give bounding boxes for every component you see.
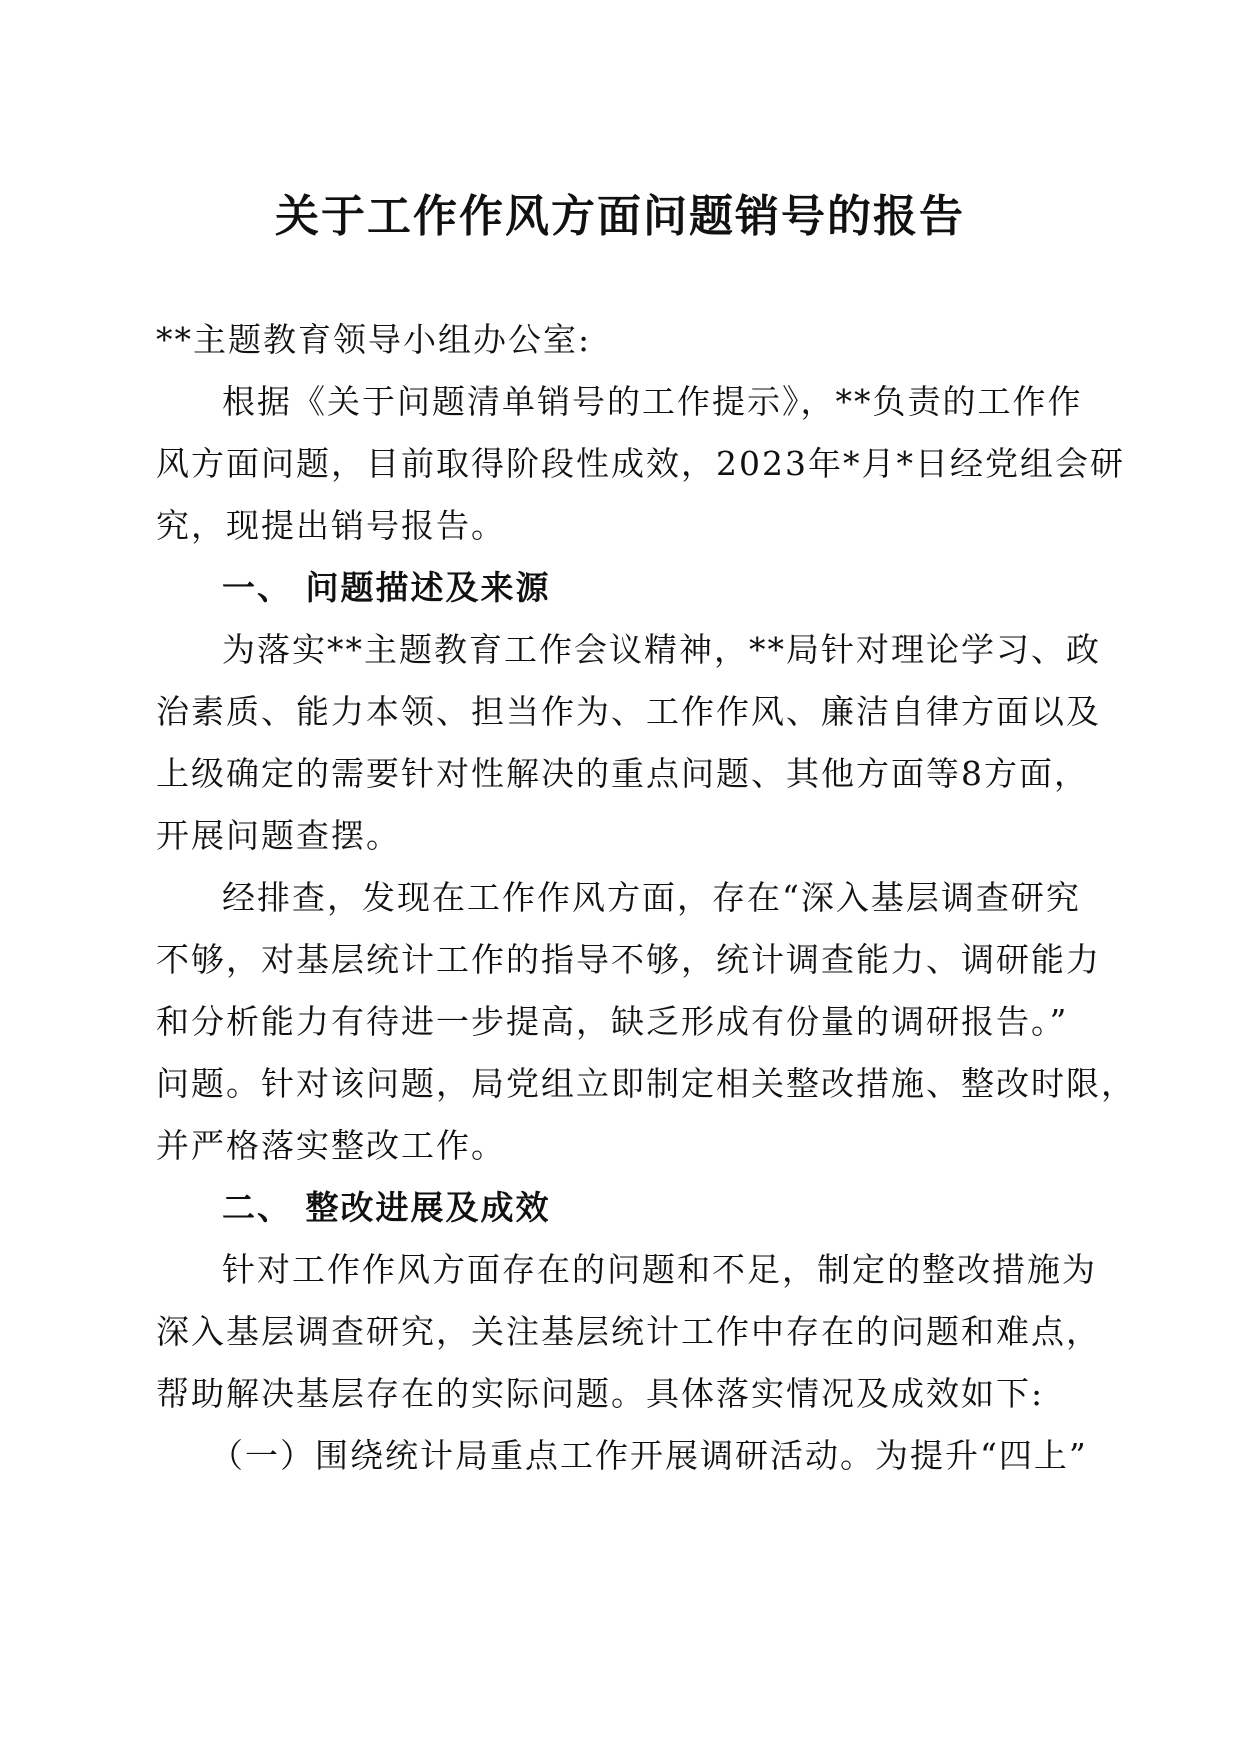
section-heading-1: 一、 问题描述及来源 (222, 568, 551, 607)
para-3-line-3: 和分析能力有待进一步提高，缺乏形成有份量的调研报告。” (156, 1002, 1069, 1041)
para-1-line-1: 根据《关于问题清单销号的工作提示》，**负责的工作作 (222, 382, 1083, 421)
para-3-line-2: 不够，对基层统计工作的指导不够，统计调查能力、调研能力 (156, 940, 1101, 979)
salutation: **主题教育领导小组办公室: (156, 320, 592, 359)
para-2-line-2: 治素质、能力本领、担当作为、工作作风、廉洁自律方面以及 (156, 692, 1101, 731)
para-3-line-4: 问题。针对该问题，局党组立即制定相关整改措施、整改时限， (156, 1064, 1136, 1103)
para-2-line-1: 为落实**主题教育工作会议精神，**局针对理论学习、政 (222, 630, 1101, 669)
document-title: 关于工作作风方面问题销号的报告 (275, 191, 965, 242)
para-1-line-3: 究，现提出销号报告。 (156, 506, 506, 545)
para-4-line-2: 深入基层调查研究，关注基层统计工作中存在的问题和难点， (156, 1312, 1101, 1351)
para-2-line-3: 上级确定的需要针对性解决的重点问题、其他方面等8方面， (156, 754, 1089, 793)
section-heading-2: 二、 整改进展及成效 (222, 1188, 551, 1227)
para-2-line-4: 开展问题查摆。 (156, 816, 401, 855)
para-1-line-2: 风方面问题，目前取得阶段性成效，2023年*月*日经党组会研 (156, 444, 1125, 483)
para-4-line-3: 帮助解决基层存在的实际问题。具体落实情况及成效如下: (156, 1374, 1045, 1413)
para-4-line-1: 针对工作作风方面存在的问题和不足，制定的整改措施为 (222, 1250, 1097, 1289)
para-5-line-1: （一）围绕统计局重点工作开展调研活动。为提升“四上” (210, 1436, 1088, 1475)
para-3-line-1: 经排查，发现在工作作风方面，存在“深入基层调查研究 (222, 878, 1081, 917)
para-3-line-5: 并严格落实整改工作。 (156, 1126, 506, 1165)
